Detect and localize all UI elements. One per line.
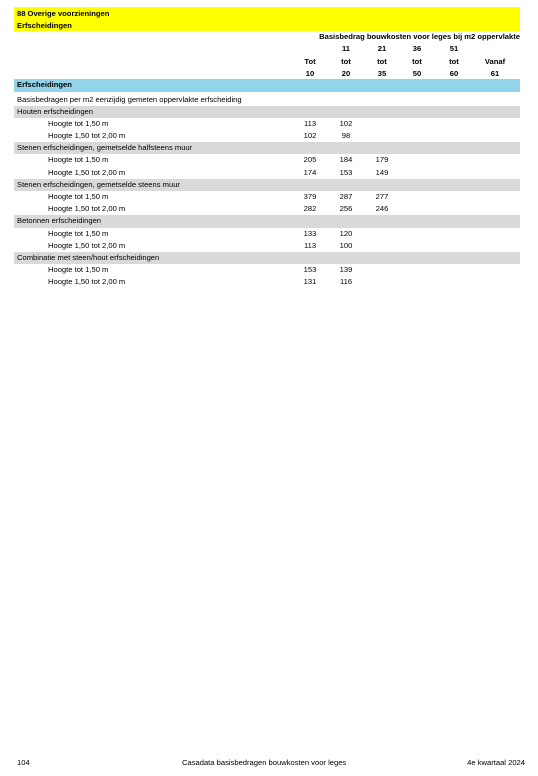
chapter-subtitle: Erfscheidingen — [17, 20, 72, 30]
table-row — [14, 240, 520, 252]
row-label: Hoogte 1,50 tot 2,00 m — [48, 131, 126, 141]
row-label: Hoogte 1,50 tot 2,00 m — [48, 277, 126, 287]
row-label: Hoogte tot 1,50 m — [48, 265, 109, 275]
value-cell: 179 — [375, 155, 389, 165]
group-header: Houten erfscheidingen — [14, 106, 520, 118]
column-header-bot: 60 — [449, 69, 459, 78]
value-cell: 133 — [303, 228, 317, 238]
value-cell: 98 — [341, 131, 351, 141]
row-label: Hoogte 1,50 tot 2,00 m — [48, 167, 126, 177]
value-cell: 153 — [303, 265, 317, 275]
value-cell: 379 — [303, 192, 317, 201]
column-header-top: 11 — [341, 44, 351, 53]
value-cell: 277 — [375, 192, 389, 201]
section-title: Erfscheidingen — [14, 79, 520, 92]
value-cell: 205 — [303, 155, 317, 165]
row-label: Hoogte tot 1,50 m — [48, 118, 109, 128]
column-header-bot: 10 — [305, 69, 315, 78]
page-number: 104 — [17, 758, 30, 767]
group-header: Stenen erfscheidingen, gemetselde steens muur — [14, 179, 520, 191]
row-label: Hoogte tot 1,50 m — [48, 192, 109, 201]
table-row — [14, 228, 520, 240]
value-cell: 102 — [339, 118, 353, 128]
footer-period: 4e kwartaal 2024 — [467, 758, 525, 767]
value-cell: 256 — [339, 204, 353, 214]
table-row — [14, 191, 520, 203]
column-header — [14, 31, 520, 79]
chapter-title: 88 Overige voorzieningen — [17, 9, 110, 18]
footer-title: Casadata basisbedragen bouwkosten voor leges — [182, 758, 347, 767]
section-intro: Basisbedragen per m2 eenzijdig gemeten oppervlakte erfscheiding — [17, 94, 242, 104]
table-row — [14, 264, 520, 276]
value-cell: 149 — [375, 167, 389, 177]
value-cell: 102 — [303, 131, 317, 141]
group-header: Combinatie met steen/hout erfscheidingen — [14, 252, 520, 264]
row-label: Hoogte tot 1,50 m — [48, 155, 109, 165]
value-cell: 113 — [303, 240, 317, 250]
row-label: Hoogte tot 1,50 m — [48, 228, 109, 238]
table-row — [14, 203, 520, 215]
header-basis-label: Basisbedrag bouwkosten voor leges bij m2 oppervlakte — [319, 32, 520, 41]
value-cell: 184 — [339, 155, 353, 165]
column-header-bot: 20 — [341, 69, 351, 78]
value-cell: 282 — [303, 204, 317, 214]
group-header: Stenen erfscheidingen, gemetselde halfsteens muur — [14, 142, 520, 154]
document-page — [14, 7, 520, 289]
column-header-mid: tot — [341, 56, 351, 66]
value-cell: 287 — [339, 192, 353, 201]
column-header-mid: tot — [412, 56, 422, 66]
table-row — [14, 154, 520, 166]
column-header-mid: tot — [377, 56, 387, 66]
column-header-bot: 35 — [377, 69, 387, 78]
value-cell: 120 — [339, 228, 353, 238]
value-cell: 174 — [303, 167, 317, 177]
column-header-mid: Tot — [304, 56, 316, 66]
column-header-top: 51 — [449, 44, 459, 53]
group-header: Betonnen erfscheidingen — [14, 215, 520, 227]
column-header-top: 21 — [377, 44, 387, 53]
value-cell: 246 — [375, 204, 389, 214]
value-cell: 100 — [339, 240, 353, 250]
table-row — [14, 167, 520, 179]
table-row — [14, 276, 520, 288]
value-cell: 153 — [339, 167, 353, 177]
value-cell: 116 — [339, 277, 353, 287]
table-body — [14, 106, 520, 289]
value-cell: 113 — [303, 118, 317, 128]
value-cell: 139 — [339, 265, 353, 275]
row-label: Hoogte 1,50 tot 2,00 m — [48, 204, 126, 214]
column-header-bot: 50 — [412, 69, 422, 78]
title-bar — [14, 7, 520, 31]
row-label: Hoogte 1,50 tot 2,00 m — [48, 240, 126, 250]
column-header-top: 36 — [412, 44, 422, 53]
value-cell: 131 — [303, 277, 317, 287]
table-row — [14, 130, 520, 142]
column-header-mid: tot — [449, 56, 459, 66]
column-header-bot: 61 — [490, 69, 500, 78]
column-header-mid: Vanaf — [484, 56, 506, 66]
table-row — [14, 118, 520, 130]
